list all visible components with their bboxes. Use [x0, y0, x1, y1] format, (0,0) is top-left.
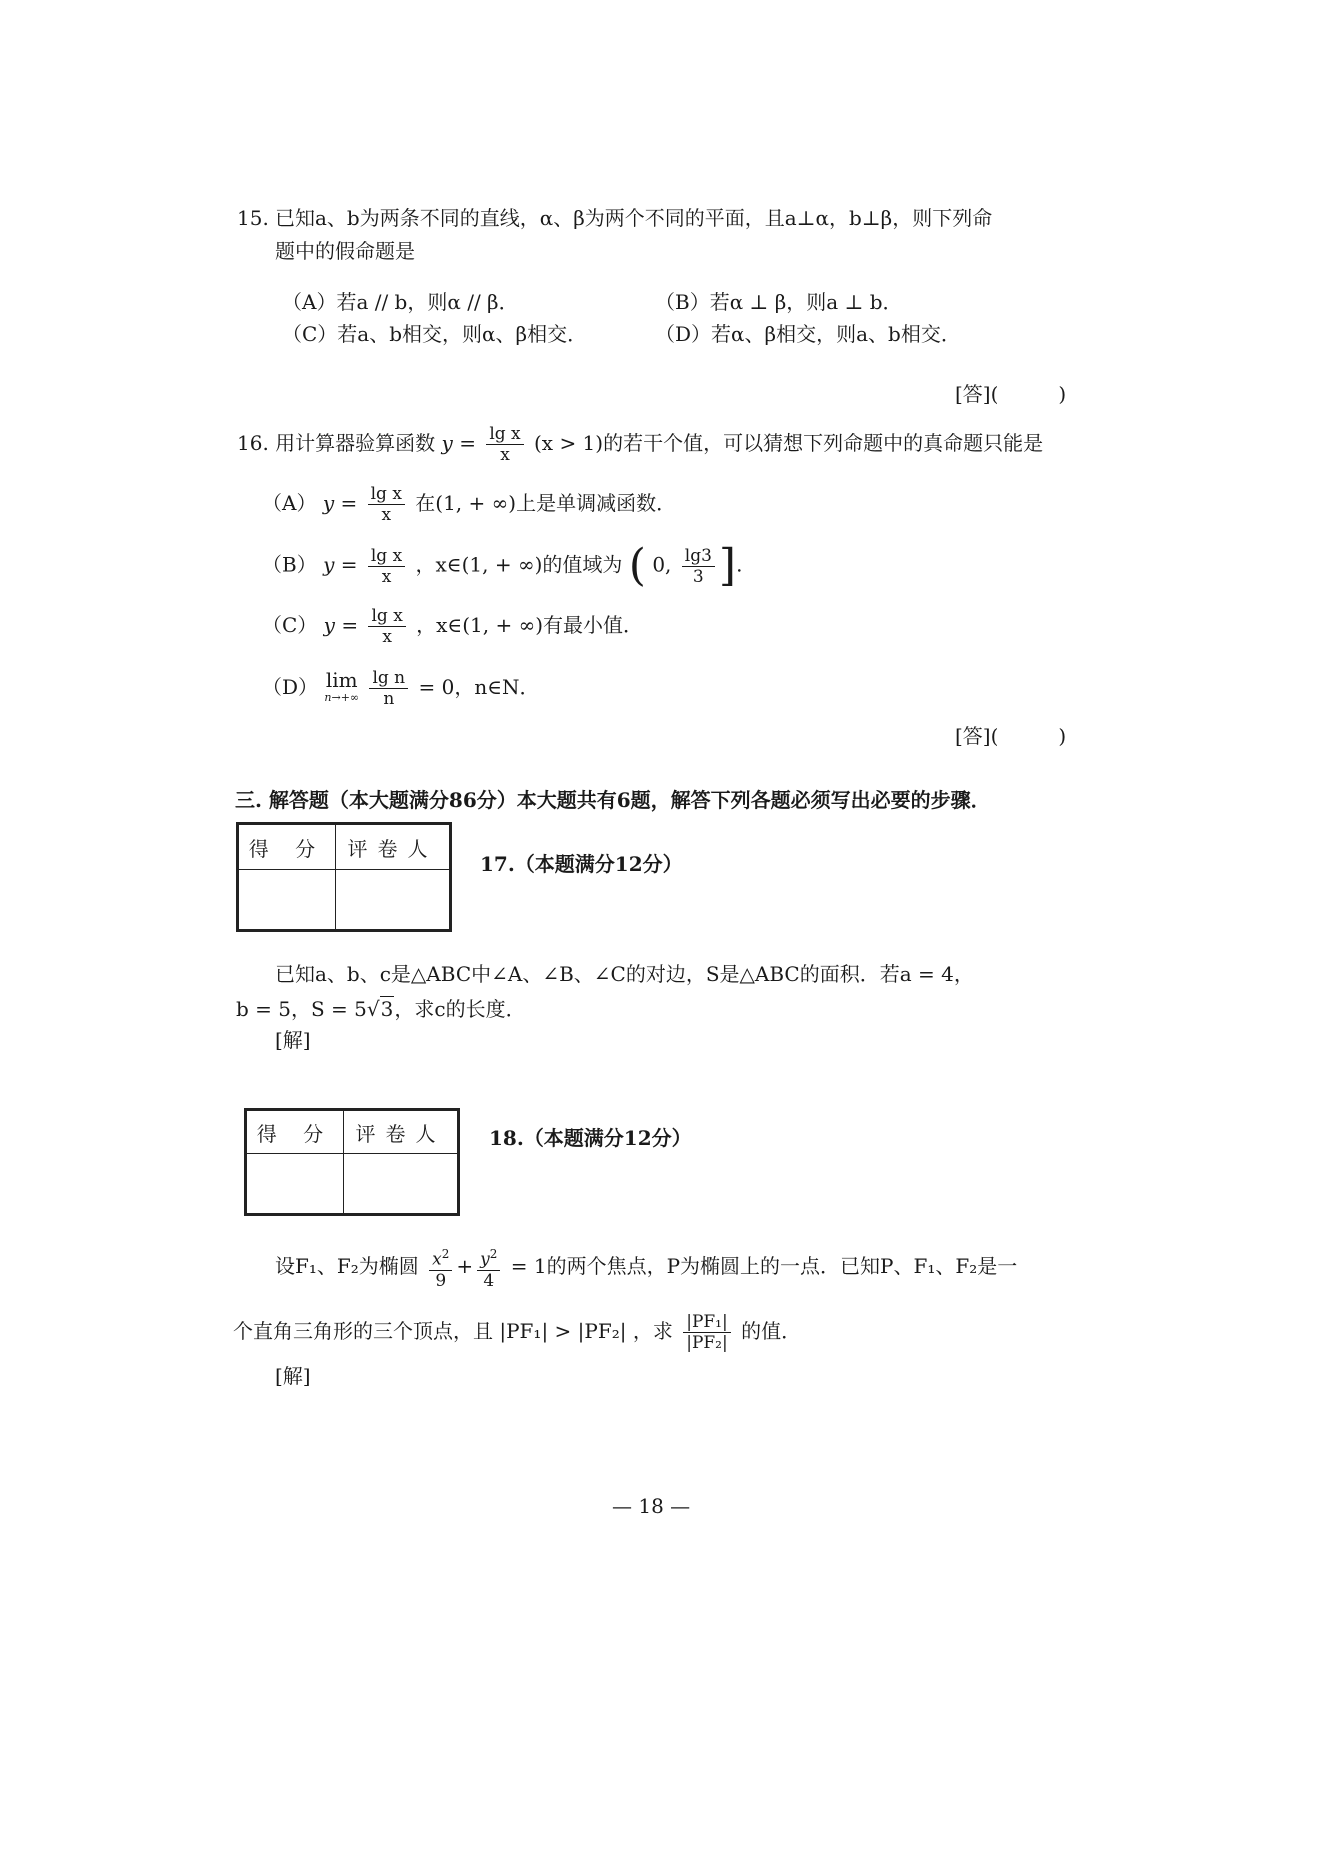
q16-option-c-text: ，x∈(1, + ∞)有最小值． — [416, 613, 644, 637]
q16-option-d-text: = 0，n∈N． — [418, 675, 540, 699]
q16-frac-num: lg x — [486, 424, 523, 445]
limit-symbol: lim n→+∞ — [324, 667, 360, 704]
q18-inequality: |PF₁| > |PF₂| — [499, 1319, 627, 1343]
q16-option-c-den: x — [382, 627, 392, 647]
q16-stem: 16. 用计算器验算函数 y = $\frac{\text{lg x}}{x}$ (x > 1)的若干个值，可以猜想下列命题中的真命题只能是 — [237, 424, 1044, 465]
q16-option-a-text: 在(1, + ∞)上是单调减函数． — [415, 491, 677, 515]
q18-solution-label: [解] — [275, 1364, 311, 1388]
q18-line1: 设F₁、F₂为椭圆 $\frac{x^2}{9}$ + $\frac{y^2}{4}$ = 1的两个焦点，P为椭圆上的一点．已知P、F₁、F₂是一 — [275, 1244, 1017, 1291]
q16-answer-blank[interactable]: [答]( ) — [955, 724, 1067, 748]
q15-option-a: （A）若a // b，则α // β． — [282, 290, 519, 314]
grader-cell[interactable] — [335, 870, 450, 931]
q16-option-b-den: x — [381, 566, 392, 587]
q16-option-a-label: （A） — [262, 491, 317, 515]
grader-header: 评卷人 — [343, 1110, 458, 1154]
q16-number: 16. — [237, 431, 269, 455]
q16-option-d-fraction — [369, 668, 408, 709]
q15-number: 15. — [237, 206, 269, 230]
q17-line2: b = 5，S = 5√3，求c的长度． — [236, 997, 526, 1021]
ellipse-x-term: $\frac{x^2}{9}$ — [429, 1244, 452, 1291]
q18-line1-post: = 1的两个焦点，P为椭圆上的一点．已知P、F₁、F₂是一 — [510, 1253, 1018, 1278]
score-cell[interactable] — [246, 1154, 344, 1215]
q15-answer-blank[interactable]: [答]( ) — [955, 382, 1067, 406]
grader-cell[interactable] — [343, 1154, 458, 1215]
q18-line2 — [233, 1312, 801, 1353]
q18-ratio-num: |PF₁| — [683, 1312, 731, 1333]
q18-title: 18.（本题满分12分） — [489, 1126, 692, 1150]
score-cell[interactable] — [238, 870, 336, 931]
q16-option-a-num: lg x — [368, 484, 405, 505]
q18-line2-mid: ，求 — [632, 1319, 673, 1343]
q16-option-b-num: lg x — [368, 546, 405, 567]
q17-solution-label: [解] — [275, 1028, 311, 1052]
q16-option-d-label: （D） — [262, 675, 319, 699]
q15-stem-line2: 题中的假命题是 — [275, 239, 415, 263]
q15-stem-line1: 已知a、b为两条不同的直线，α、β为两个不同的平面，且a⊥α，b⊥β，则下列命 — [275, 206, 993, 230]
q16-stem-pre: 用计算器验算函数 — [275, 431, 436, 455]
q17-line2-post: ，求c的长度． — [394, 997, 526, 1021]
q18-ratio-den: |PF₂| — [686, 1333, 728, 1353]
page-number: — 18 — — [612, 1494, 691, 1518]
q18-line2-post: 的值． — [741, 1319, 802, 1343]
q16-option-c: （C） y = $\frac{\text{lg x}}{x}$ ，x∈(1, + ∞)有最小值． — [262, 606, 644, 647]
q16-option-b-range-fraction — [682, 546, 715, 587]
q15-option-d: （D）若α、β相交，则a、b相交． — [655, 322, 961, 346]
q16-option-d-den: n — [383, 689, 395, 709]
q17-sqrt-value: 3 — [380, 997, 394, 1021]
q15-option-c: （C）若a、b相交，则α、β相交． — [282, 322, 588, 346]
q17-title: 17.（本题满分12分） — [480, 852, 683, 876]
q18-line1-pre: 设F₁、F₂为椭圆 — [275, 1253, 419, 1278]
grader-header: 评卷人 — [335, 824, 450, 870]
q17-score-table — [236, 822, 452, 932]
score-header: 得 分 — [238, 824, 336, 870]
q16-option-d-num: lg n — [369, 668, 408, 689]
q17-line2-pre: b = 5，S = 5 — [236, 997, 367, 1021]
q16-option-b-mid: ，x∈(1, + ∞)的值域为 — [415, 552, 623, 577]
q16-option-b-range-num: lg3 — [682, 546, 715, 567]
q16-option-a-fraction — [368, 484, 405, 525]
section3-heading: 三. 解答题（本大题满分86分）本大题共有6题，解答下列各题必须写出必要的步骤． — [235, 788, 991, 812]
q16-option-c-label: （C） — [262, 613, 318, 637]
q16-function-fraction — [486, 424, 523, 465]
q16-option-a-den: x — [381, 505, 392, 525]
q15-option-b: （B）若α ⊥ β，则a ⊥ b． — [655, 290, 903, 314]
q18-line2-pre: 个直角三角形的三个顶点，且 — [233, 1319, 493, 1343]
q16-option-a: （A） y = $\frac{\text{lg x}}{x}$ 在(1, + ∞)上是单调减函数． — [262, 484, 677, 525]
q16-stem-post: (x > 1)的若干个值，可以猜想下列命题中的真命题只能是 — [534, 431, 1044, 455]
q16-option-b-fraction — [368, 546, 405, 587]
q18-score-table — [244, 1108, 460, 1216]
score-header: 得 分 — [246, 1110, 344, 1154]
q17-line1: 已知a、b、c是△ABC中∠A、∠B、∠C的对边，S是△ABC的面积．若a = 4， — [275, 962, 974, 986]
q16-option-d — [262, 668, 540, 709]
q16-option-b: （B） y = $\frac{\text{lg x}}{x}$ ，x∈(1, + ∞)的值域为 ( 0, $\frac{\lg 3}{3}$ ]. — [262, 540, 743, 591]
q16-option-c-num: lg x — [368, 606, 405, 627]
q16-option-c-fraction — [368, 606, 405, 647]
q16-frac-den: x — [500, 445, 510, 465]
q18-ratio — [683, 1312, 731, 1353]
q16-option-b-label: （B） — [262, 552, 317, 577]
ellipse-y-term: $\frac{y^2}{4}$ — [477, 1244, 500, 1291]
q16-option-b-range-den: 3 — [692, 566, 704, 587]
